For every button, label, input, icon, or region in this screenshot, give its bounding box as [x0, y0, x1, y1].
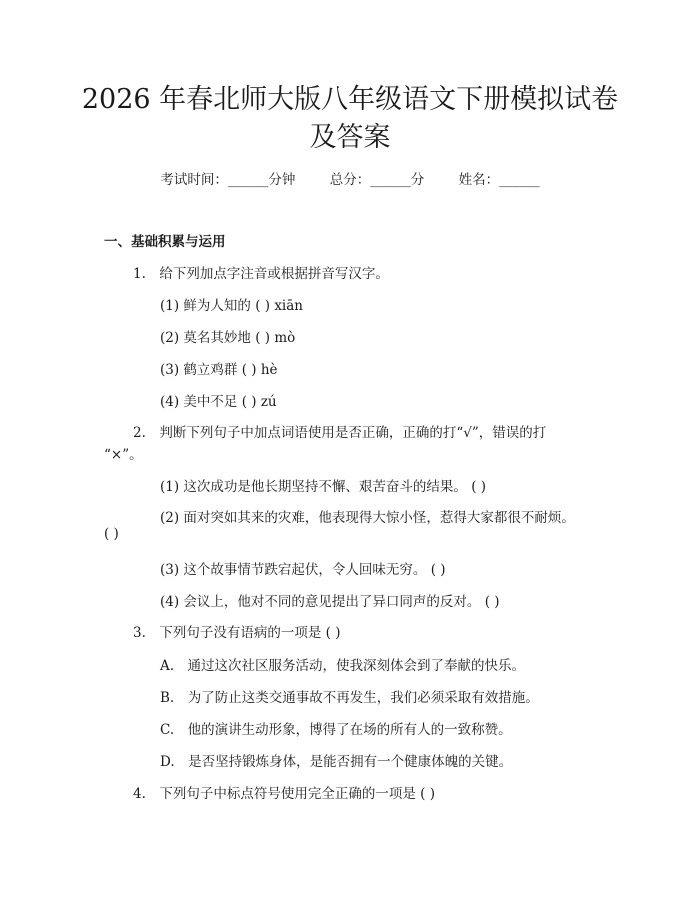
question-3-option: D. 是否坚持锻炼身体，是能否拥有一个健康体魄的关键。 — [160, 754, 513, 770]
question-1-item: (4) 美中不足 ( ) zú — [160, 394, 277, 410]
question-2-item: (4) 会议上，他对不同的意见提出了异口同声的反对。 ( ) — [160, 594, 500, 610]
question-2-item: (2) 面对突如其来的灾难，他表现得大惊小怪，惹得大家都很不耐烦。 — [160, 510, 575, 526]
score-unit: 分 — [410, 172, 425, 188]
time-unit: 分钟 — [268, 172, 296, 188]
page-title: 2026 年春北师大版八年级语文下册模拟试卷 — [81, 84, 619, 115]
question-2-item: (1) 这次成功是他长期坚持不懈、艰苦奋斗的结果。 ( ) — [160, 479, 487, 495]
page-title-line2: 及答案 — [309, 122, 391, 153]
question-1-stem: 1. 给下列加点字注音或根据拼音写汉字。 — [133, 266, 389, 282]
question-4-stem: 4. 下列句子中标点符号使用完全正确的一项是 ( ) — [133, 786, 435, 802]
question-3-stem: 3. 下列句子没有语病的一项是 ( ) — [133, 625, 341, 641]
time-blank: ______ — [227, 172, 269, 188]
question-2-stem: 2. 判断下列句子中加点词语使用是否正确，正确的打“√”，错误的打 — [133, 425, 547, 441]
score-blank: ______ — [370, 172, 411, 188]
question-1-item: (2) 莫名其妙地 ( ) mò — [160, 330, 296, 346]
name-label: 姓名： — [458, 172, 500, 188]
question-2-item-cont: ( ) — [104, 526, 119, 542]
question-2-stem-cont: “×”。 — [104, 447, 143, 463]
question-2-item: (3) 这个故事情节跌宕起伏，令人回味无穷。 ( ) — [160, 562, 446, 578]
question-3-option: C. 他的演讲生动形象，博得了在场的所有人的一致称赞。 — [160, 722, 512, 738]
question-3-option: B. 为了防止这类交通事故不再发生，我们必须采取有效措施。 — [160, 690, 539, 706]
question-3-option: A. 通过这次社区服务活动，使我深刻体会到了奉献的快乐。 — [160, 658, 526, 674]
name-blank: ______ — [499, 172, 540, 188]
time-label: 考试时间： — [160, 172, 228, 188]
question-1-item: (3) 鹤立鸡群 ( ) hè — [160, 362, 278, 378]
question-1-item: (1) 鲜为人知的 ( ) xiān — [160, 298, 303, 314]
exam-info-line — [0, 168, 700, 188]
section-heading: 一、基础积累与运用 — [104, 234, 226, 250]
score-label: 总分： — [329, 172, 371, 188]
